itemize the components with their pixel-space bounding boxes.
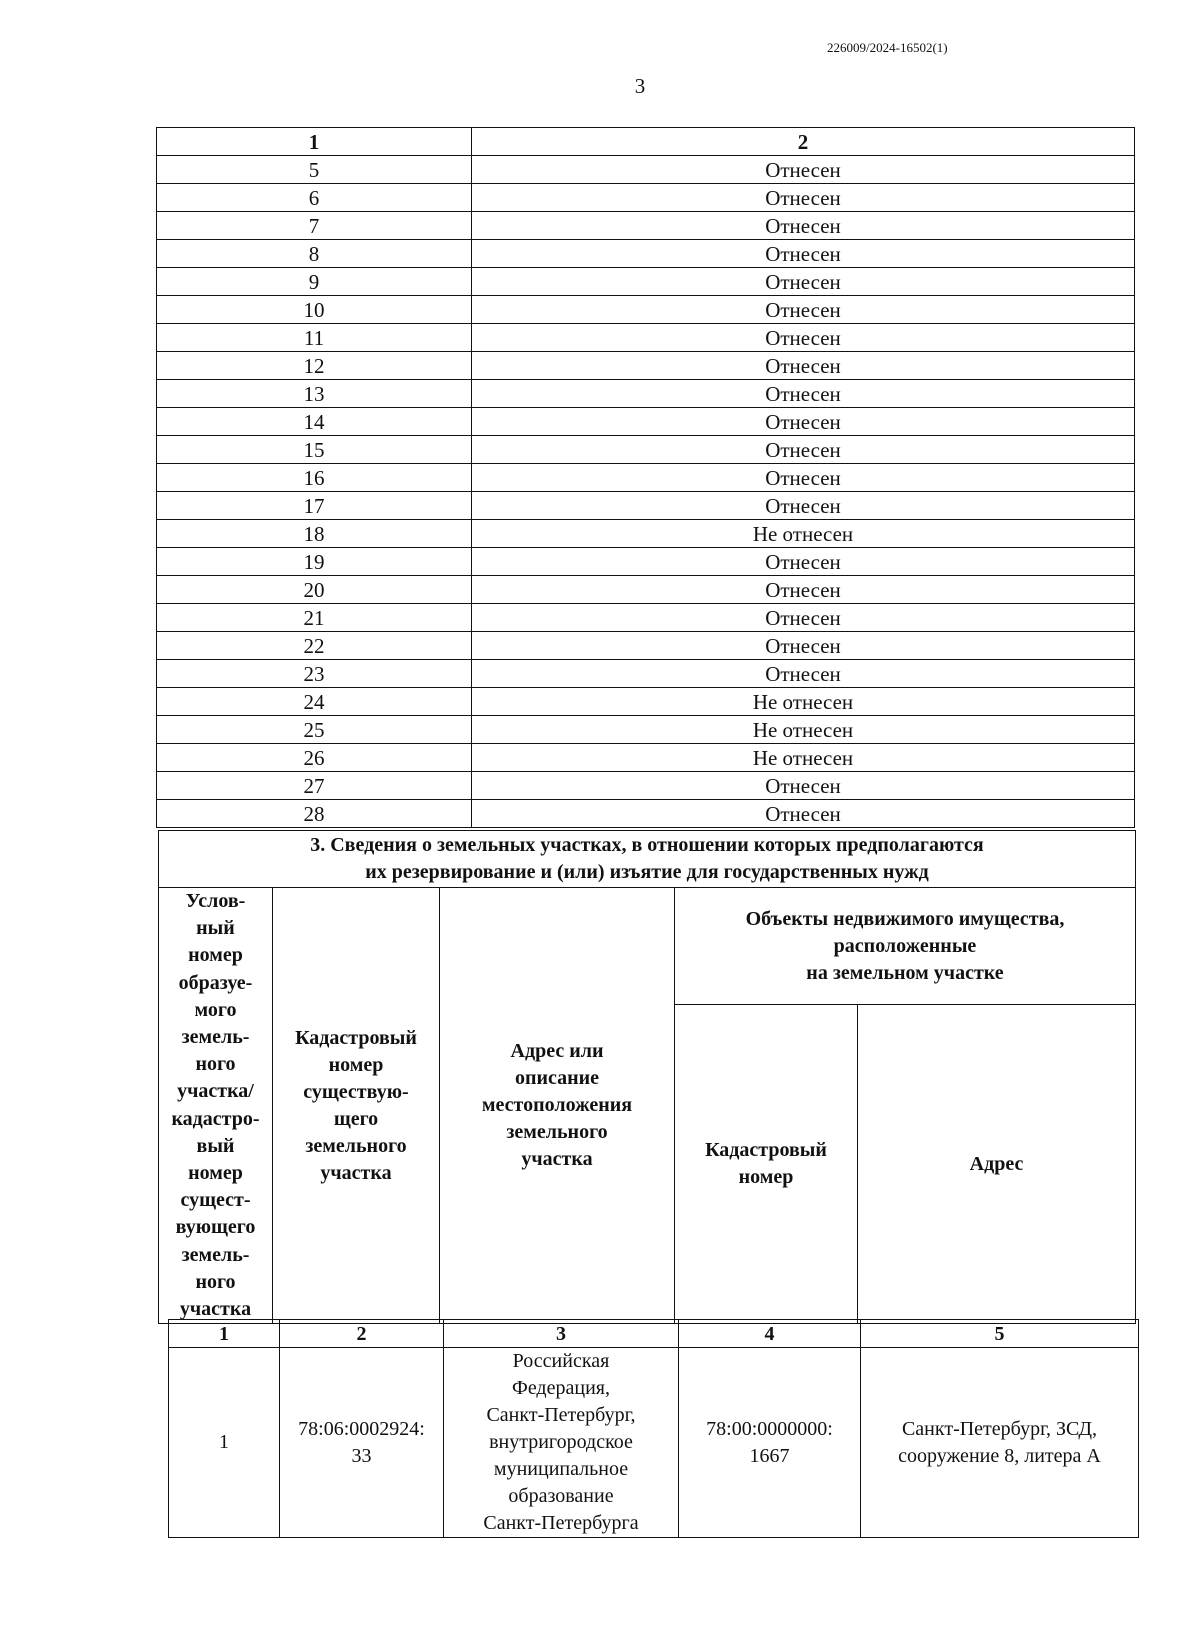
document-id: 226009/2024-16502(1)	[827, 40, 948, 55]
column-header-address: Адрес или описание местоположения земельного участка	[440, 888, 675, 1324]
column-header-cadastral-number: Кадастровый номер существую- щего земельного участка	[273, 888, 440, 1324]
row-status: Отнесен	[472, 772, 1135, 800]
column-number: 5	[861, 1320, 1139, 1348]
row-number: 15	[157, 436, 472, 464]
column-header-object-address: Адрес	[858, 1005, 1136, 1324]
row-status: Отнесен	[472, 156, 1135, 184]
table-row	[169, 1348, 1139, 1538]
row-status: Отнесен	[472, 380, 1135, 408]
row-status: Отнесен	[472, 436, 1135, 464]
column-header-object-cadastral-number: Кадастровый номер	[675, 1005, 858, 1324]
row-number: 28	[157, 800, 472, 828]
table-row	[157, 352, 1135, 380]
column-number: 2	[280, 1320, 444, 1348]
column-header-real-estate-objects: Объекты недвижимого имущества, расположенные на земельном участке	[675, 888, 1136, 1005]
status-table	[156, 127, 1135, 828]
table-row	[157, 184, 1135, 212]
row-number: 13	[157, 380, 472, 408]
table-row	[157, 156, 1135, 184]
row-number: 24	[157, 688, 472, 716]
row-number: 27	[157, 772, 472, 800]
row-number: 7	[157, 212, 472, 240]
table-row	[157, 436, 1135, 464]
column-header-conditional-number: Услов- ный номер образуе- мого земель- ного участка/ кадастро- вый номер сущест- вующего земель- ного участка	[159, 888, 273, 1324]
table-row	[157, 464, 1135, 492]
row-status: Отнесен	[472, 296, 1135, 324]
row-number: 10	[157, 296, 472, 324]
row-number: 20	[157, 576, 472, 604]
row-status: Отнесен	[472, 324, 1135, 352]
row-number: 26	[157, 744, 472, 772]
row-status: Отнесен	[472, 548, 1135, 576]
row-status: Отнесен	[472, 660, 1135, 688]
row-number: 18	[157, 520, 472, 548]
plot-address: Российская Федерация, Санкт-Петербург, внутригородское муниципальное образование Санкт-Петербурга	[444, 1348, 679, 1538]
table-row	[157, 744, 1135, 772]
table-row	[157, 268, 1135, 296]
row-status: Отнесен	[472, 576, 1135, 604]
row-status: Не отнесен	[472, 716, 1135, 744]
column-number: 3	[444, 1320, 679, 1348]
row-status: Отнесен	[472, 240, 1135, 268]
row-number: 17	[157, 492, 472, 520]
row-status: Отнесен	[472, 632, 1135, 660]
table-row	[157, 660, 1135, 688]
column-header: 2	[472, 128, 1135, 156]
column-number: 4	[679, 1320, 861, 1348]
plot-number: 1	[169, 1348, 280, 1538]
row-status: Отнесен	[472, 800, 1135, 828]
table-row	[157, 800, 1135, 828]
section3-header-table	[158, 830, 1136, 1324]
row-number: 19	[157, 548, 472, 576]
table-row	[157, 520, 1135, 548]
table-row	[157, 772, 1135, 800]
row-number: 6	[157, 184, 472, 212]
row-number: 22	[157, 632, 472, 660]
table-row	[157, 688, 1135, 716]
column-header: 1	[157, 128, 472, 156]
column-number: 1	[169, 1320, 280, 1348]
table-row	[157, 492, 1135, 520]
table-row	[157, 296, 1135, 324]
row-number: 5	[157, 156, 472, 184]
plot-cadastral-number: 78:06:0002924: 33	[280, 1348, 444, 1538]
table-row	[157, 212, 1135, 240]
row-status: Отнесен	[472, 212, 1135, 240]
table-row	[157, 576, 1135, 604]
row-number: 11	[157, 324, 472, 352]
table-header-row	[157, 128, 1135, 156]
table-row	[157, 632, 1135, 660]
table-row	[157, 240, 1135, 268]
table-row	[157, 604, 1135, 632]
row-status: Не отнесен	[472, 744, 1135, 772]
row-status: Не отнесен	[472, 688, 1135, 716]
row-number: 8	[157, 240, 472, 268]
row-status: Отнесен	[472, 408, 1135, 436]
page-number: 3	[634, 74, 646, 98]
row-number: 16	[157, 464, 472, 492]
row-status: Отнесен	[472, 464, 1135, 492]
row-status: Отнесен	[472, 268, 1135, 296]
object-address: Санкт-Петербург, ЗСД, сооружение 8, литера А	[861, 1348, 1139, 1538]
row-number: 9	[157, 268, 472, 296]
row-status: Отнесен	[472, 492, 1135, 520]
row-status: Отнесен	[472, 352, 1135, 380]
object-cadastral-number: 78:00:0000000: 1667	[679, 1348, 861, 1538]
table-row	[157, 324, 1135, 352]
table-row	[157, 408, 1135, 436]
row-number: 14	[157, 408, 472, 436]
plots-table	[168, 1319, 1139, 1538]
row-status: Отнесен	[472, 604, 1135, 632]
table-row	[157, 380, 1135, 408]
row-number: 25	[157, 716, 472, 744]
table-row	[157, 716, 1135, 744]
row-number: 23	[157, 660, 472, 688]
row-number: 21	[157, 604, 472, 632]
section-title: 3. Сведения о земельных участках, в отношении которых предполагаются их резервирование и (или) изъятие для государственных нужд	[159, 831, 1136, 888]
table-row	[157, 548, 1135, 576]
row-status: Отнесен	[472, 184, 1135, 212]
row-number: 12	[157, 352, 472, 380]
table-header-row	[169, 1320, 1139, 1348]
row-status: Не отнесен	[472, 520, 1135, 548]
